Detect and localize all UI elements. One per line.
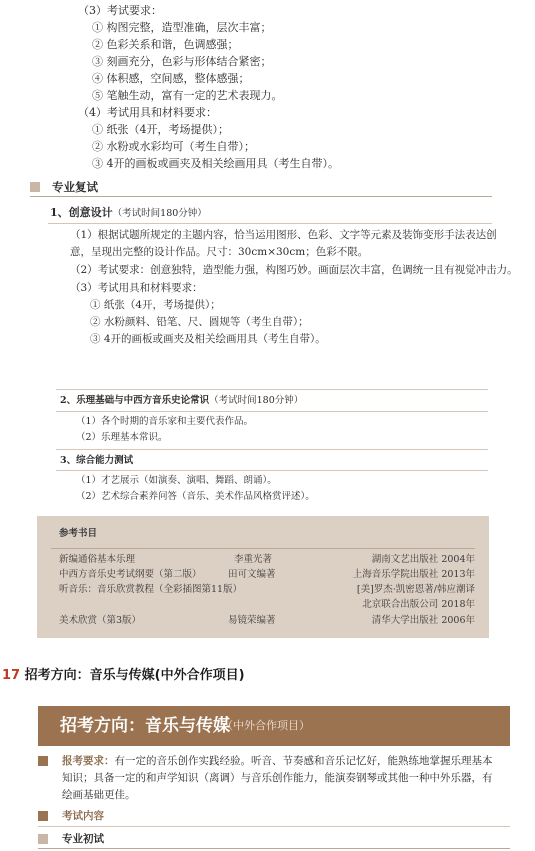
creative-line-5: ① 纸张（4开，考场提供）； <box>90 299 221 311</box>
section17-number: 17 <box>2 668 21 683</box>
ability-divider <box>56 470 488 471</box>
theory-line-1: （1）各个时期的音乐家和主要代表作品。 <box>76 416 254 427</box>
creative-line-1: （1）根据试题所规定的主题内容，恰当运用图形、色彩、文字等元素及装饰变形手法表达创 <box>70 229 497 241</box>
theory-time: （考试时间180分钟） <box>209 395 304 406</box>
theory-heading: 2、乐理基础与中西方音乐史论常识 <box>60 395 210 406</box>
ref-1-book: 新编通俗基本乐理 <box>59 554 136 565</box>
ref-2-publisher: 上海音乐学院出版社 2013年 <box>352 569 475 580</box>
creative-time: （考试时间180分钟） <box>112 208 207 219</box>
ref-3-publisher: [美]罗杰·凯密恩著/韩应潮译 <box>356 584 475 595</box>
requirements-label: 报考要求： <box>62 755 115 767</box>
sec1-item-3: ② 色彩关系和谐，色调感强； <box>92 38 239 51</box>
creative-line-7: ③ 4开的画板或画夹及相关绘画用具（考生自带）。 <box>90 333 326 345</box>
exam-content-square-icon <box>38 811 48 821</box>
banner-subtitle: （中外合作项目） <box>222 719 310 732</box>
fushi-square-icon <box>30 182 40 192</box>
references-divider <box>51 548 475 549</box>
creative-heading: 1、创意设计 <box>50 206 113 219</box>
ref-5-book: 美术欣赏（第3版） <box>59 615 142 626</box>
banner-main-title: 招考方向：音乐与传媒 <box>60 716 230 736</box>
theory-heading-row <box>60 395 303 407</box>
requirements-line-1: 有一定的音乐创作实践经验。听音、节奏感和音乐记忆好，能熟练地掌握乐理基本 <box>114 755 493 767</box>
ref-2-book: 中西方音乐史考试纲要（第二版） <box>59 569 202 580</box>
theory-divider <box>56 411 488 412</box>
chushi-divider <box>38 848 510 849</box>
sec1-item-8: ① 纸张（4开，考场提供）； <box>92 123 229 136</box>
ref-5-author: 易镜荣编著 <box>228 615 276 626</box>
fushi-title: 专业复试 <box>52 180 98 194</box>
sec1-item-4: ③ 刻画充分，色彩与形体结合紧密； <box>92 55 272 68</box>
theory-top-divider <box>56 389 488 390</box>
theory-line-2: （2）乐理基本常识。 <box>76 432 168 443</box>
ref-1-publisher: 湖南文艺出版社 2004年 <box>371 554 475 565</box>
ability-line-2: （2）艺术综合素养问答（音乐、美术作品风格赏评述）。 <box>76 491 315 502</box>
references-box <box>37 516 489 638</box>
ref-2-author: 田可文编著 <box>228 569 276 580</box>
exam-content-divider <box>38 826 510 827</box>
ref-5-publisher: 清华大学出版社 2006年 <box>371 615 475 626</box>
ref-3-book: 听音乐：音乐欣赏教程（全彩插图第11版） <box>59 584 243 595</box>
exam-content-label: 考试内容 <box>62 810 104 822</box>
direction-banner <box>38 706 510 746</box>
ability-line-1: （1）才艺展示（如演奏、演唱、舞蹈、朗诵）。 <box>76 475 277 486</box>
sec1-item-10: ③ 4开的画板或画夹及相关绘画用具（考生自带）。 <box>92 157 339 170</box>
sec1-item-2: ① 构图完整，造型准确，层次丰富； <box>92 21 272 34</box>
sec1-item-1: （3）考试要求： <box>78 4 162 17</box>
references-title: 参考书目 <box>59 528 98 539</box>
ability-top-divider <box>56 449 488 450</box>
creative-line-4: （3）考试用具和材料要求： <box>70 282 203 294</box>
ability-heading: 3、综合能力测试 <box>60 455 134 466</box>
chushi-label: 专业初试 <box>62 833 104 845</box>
creative-line-2: 意，呈现出完整的设计作品。尺寸：30cm×30cm；色彩不限。 <box>70 246 369 258</box>
sec1-item-9: ② 水粉或水彩均可（考生自带）； <box>92 140 255 153</box>
creative-line-6: ② 水粉颜料、铅笔、尺、圆规等（考生自带）； <box>90 316 309 328</box>
sec1-item-7: （4）考试用具和材料要求： <box>78 106 217 119</box>
requirements-line-2: 知识；具备一定的和声学知识（离调）与音乐创作能力，能演奏钢琴或其他一种中外乐器，有 <box>62 772 493 784</box>
sec1-item-6: ⑤ 笔触生动，富有一定的艺术表现力。 <box>92 89 283 102</box>
section17-title: 音乐与传媒(中外合作项目) <box>89 668 245 683</box>
requirements-line-3: 绘画基础更佳。 <box>62 789 136 801</box>
section17-label: 招考方向： <box>24 668 90 683</box>
fushi-divider <box>30 196 492 197</box>
section17-heading <box>2 667 245 685</box>
ref-1-author: 李重光著 <box>234 554 273 565</box>
creative-heading-row <box>50 206 207 220</box>
requirements-square-icon <box>38 756 48 766</box>
creative-line-3: （2）考试要求：创意独特，造型能力强，构图巧妙。画面层次丰富，色调统一且有视觉冲击力。 <box>70 264 518 276</box>
creative-divider <box>48 223 492 224</box>
sec1-item-5: ④ 体积感，空间感，整体感强； <box>92 72 250 85</box>
chushi-square-icon <box>38 834 48 844</box>
requirements-line-1-row <box>62 754 493 768</box>
ref-4-publisher: 北京联合出版公司 2018年 <box>362 599 475 610</box>
